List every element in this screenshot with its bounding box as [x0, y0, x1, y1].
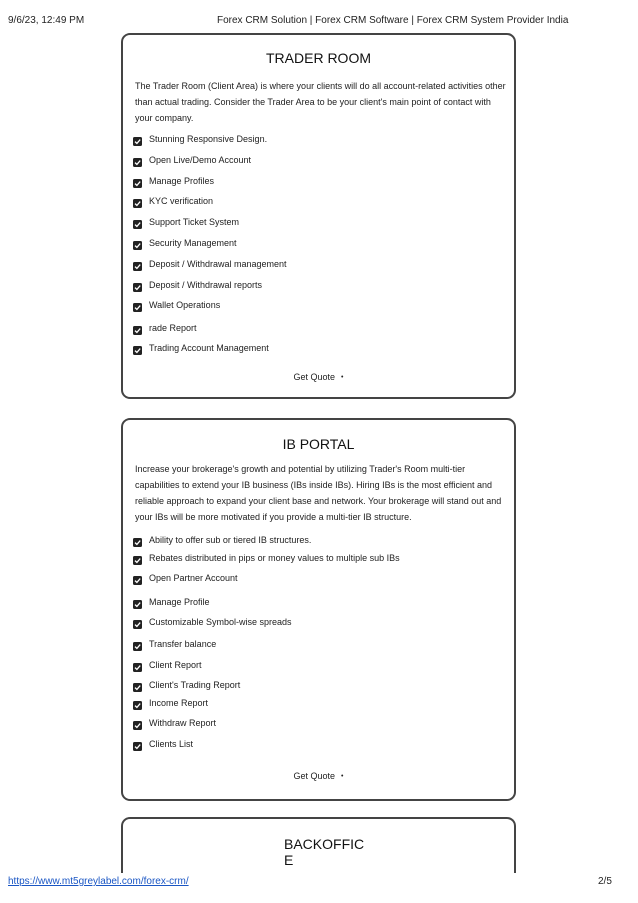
list-item-label: Clients List [149, 739, 194, 749]
bullet-icon: • [341, 773, 344, 780]
check-icon [133, 663, 142, 672]
check-icon [133, 137, 142, 146]
check-icon [133, 326, 142, 335]
list-item-label: Transfer balance [149, 639, 217, 649]
check-icon [133, 220, 142, 229]
check-icon [133, 199, 142, 208]
check-icon [133, 262, 142, 271]
check-icon [133, 642, 142, 651]
list-item-label: Trading Account Management [149, 343, 269, 353]
list-item-label: Deposit / Withdrawal reports [149, 280, 263, 290]
check-icon [133, 721, 142, 730]
check-icon [133, 576, 142, 585]
list-item-label: rade Report [149, 323, 197, 333]
check-icon [133, 620, 142, 629]
get-quote-label: Get Quote [293, 372, 336, 382]
backoffice-card [121, 817, 516, 873]
trader-room-description: The Trader Room (Client Area) is where your clients will do all account-related activities other than actual trading. Consider the Trader Area to be your client's main point of contact with your company. [135, 81, 506, 123]
list-item-label: Client's Trading Report [149, 680, 241, 690]
backoffice-title-line2: E [284, 852, 294, 868]
check-icon [133, 346, 142, 355]
check-icon [133, 179, 142, 188]
check-icon [133, 701, 142, 710]
list-item-label: Rebates distributed in pips or money values to multiple sub IBs [149, 553, 400, 563]
list-item-label: KYC verification [149, 196, 214, 206]
list-item-label: Ability to offer sub or tiered IB structures. [149, 535, 312, 545]
list-item-label: Open Live/Demo Account [149, 155, 252, 165]
list-item-label: Manage Profiles [149, 176, 215, 186]
list-item-label: Security Management [149, 238, 237, 248]
check-icon [133, 283, 142, 292]
list-item-label: Wallet Operations [149, 300, 221, 310]
list-item-label: Stunning Responsive Design. [149, 134, 268, 144]
check-icon [133, 600, 142, 609]
trader-room-get-quote-button[interactable] [123, 372, 514, 382]
list-item-label: Support Ticket System [149, 217, 240, 227]
list-item-label: Deposit / Withdrawal management [149, 259, 287, 269]
ib-portal-get-quote-button[interactable] [123, 771, 514, 781]
list-item-label: Manage Profile [149, 597, 210, 607]
list-item-label: Income Report [149, 698, 209, 708]
check-icon [133, 158, 142, 167]
ib-portal-title: IB PORTAL [282, 436, 355, 452]
backoffice-title-line1: BACKOFFIC [284, 836, 365, 852]
print-page-title: Forex CRM Solution | Forex CRM Software | Forex CRM System Provider India [217, 15, 569, 26]
check-icon [133, 538, 142, 547]
list-item-label: Open Partner Account [149, 573, 238, 583]
list-item-label: Client Report [149, 660, 202, 670]
trader-room-title: TRADER ROOM [266, 50, 371, 66]
check-icon [133, 556, 142, 565]
footer-url-link[interactable]: https://www.mt5greylabel.com/forex-crm/ [8, 876, 189, 887]
trader-room-card [121, 33, 516, 399]
backoffice-title [284, 836, 364, 868]
ib-portal-card [121, 418, 516, 801]
bullet-icon: • [341, 374, 344, 381]
check-icon [133, 742, 142, 751]
check-icon [133, 303, 142, 312]
check-icon [133, 683, 142, 692]
list-item-label: Customizable Symbol-wise spreads [149, 617, 292, 627]
print-datetime: 9/6/23, 12:49 PM [8, 15, 85, 26]
get-quote-label: Get Quote [293, 771, 336, 781]
page-number: 2/5 [598, 876, 612, 887]
check-icon [133, 241, 142, 250]
ib-portal-description: Increase your brokerage's growth and potential by utilizing Trader's Room multi-tier capabilities to extend your IB business (IBs inside IBs). Hiring IBs is the most efficient and reliable approach to expand your client base and network. Your brokerage will stand out and your IBs will be more motivated if you provide a multi-tier IB structure. [135, 464, 502, 522]
list-item-label: Withdraw Report [149, 718, 217, 728]
